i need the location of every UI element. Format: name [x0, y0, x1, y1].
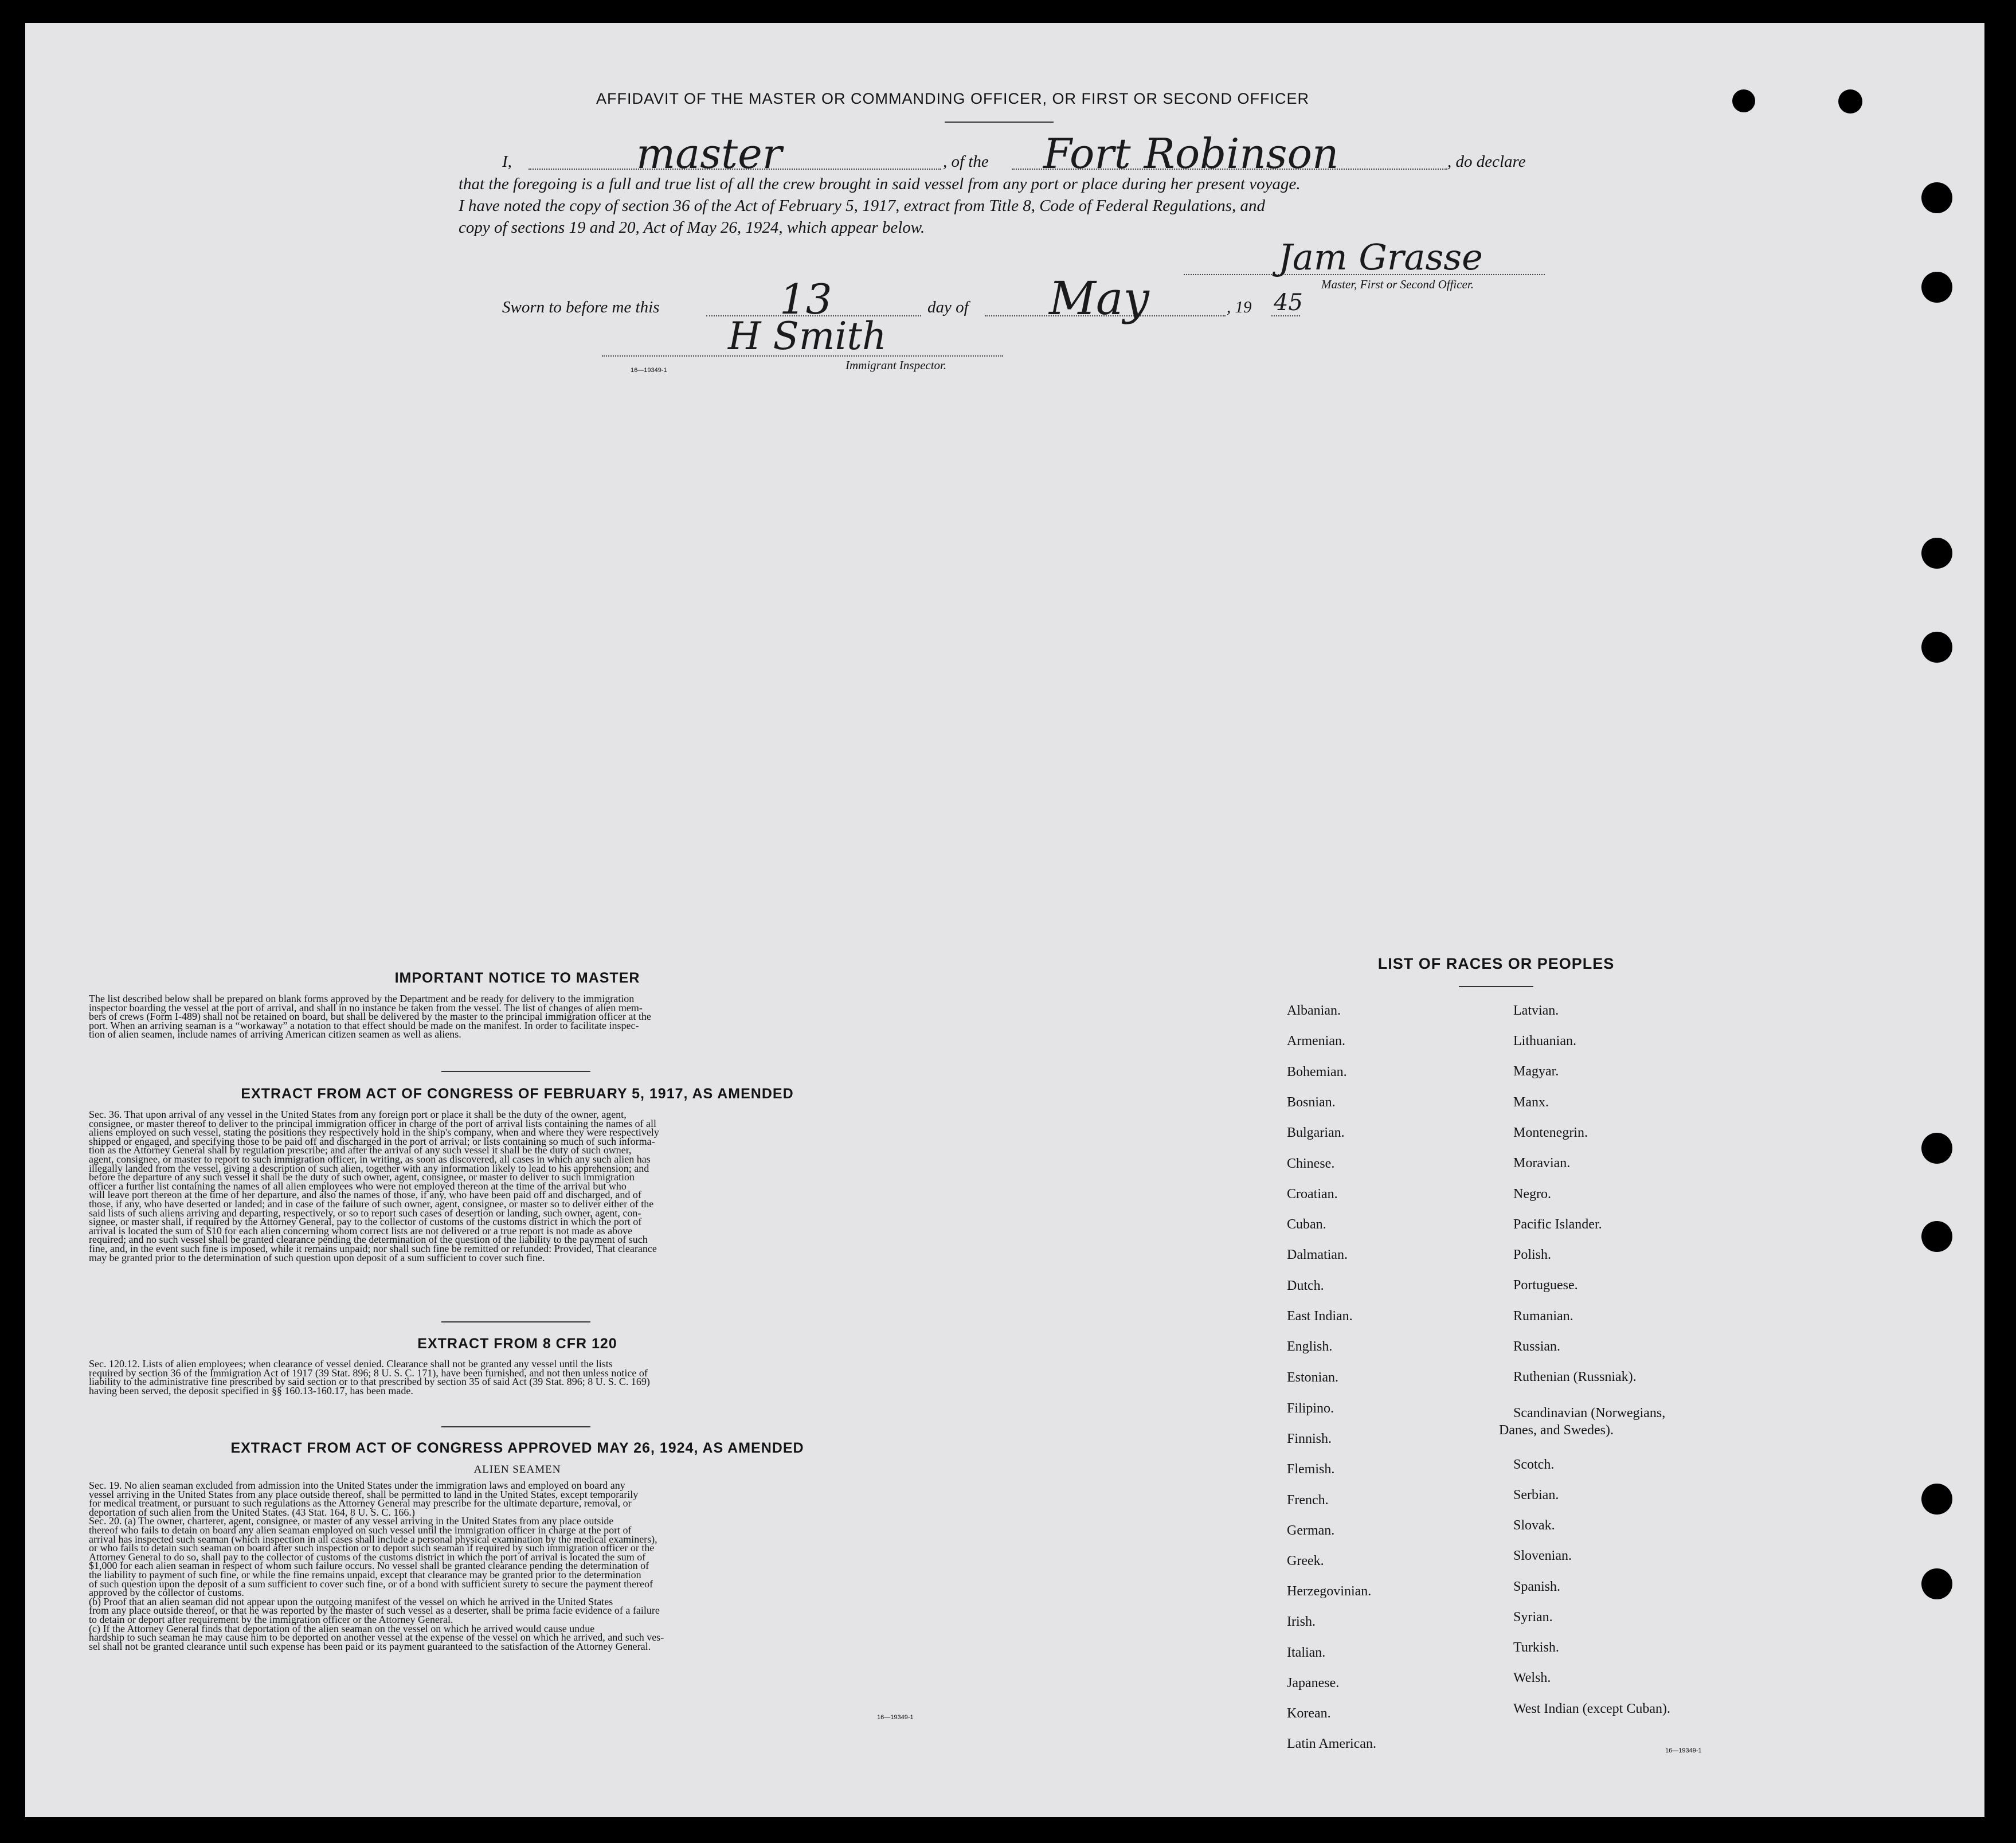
- divider: [441, 1321, 590, 1322]
- extract-1917-text: Sec. 36. That upon arrival of any vessel in the United States from any foreign port or place it shall be the duty of the owner, agent, consignee, or master thereof to deliver to the principal immigration officer in charge of the port of arrival lists containing the names of all aliens employed on such vessel, stating the positions they respectively hold in the ship's company, when and where they were respectively shipped or engaged, and specifying those to be paid off and discharged in the port of arrival; or lists containing so much of such informa- tion as the Attorney General shall by regulation prescribe; and after the arrival of any such vessel it shall be the duty of such owner, agent, consignee, or master to report to such immigration officer, in writing, as soon as discovered, all cases in which any such alien has illegally landed from the vessel, giving a description of such alien, together with any information likely to lead to his apprehension; and before the departure of any such vessel it shall be the duty of such owner, agent, consignee, or master to deliver to such immigration officer a further list containing the names of all alien employees who were not employed thereon at the time of the arrival but who will leave port thereon at the time of her departure, and also the names of those, if any, who have been paid off and discharged, and of those, if any, who have deserted or landed; and in case of the failure of such owner, agent, consignee, or master so to deliver either of the said lists of such aliens arriving and departing, respectively, or so to report such cases of desertion or landing, such owner, agent, con- signee, or master shall, if required by the Attorney General, pay to the collector of customs of the customs district in which the port of arrival is located the sum of $10 for each alien concerning whom correct lists are not delivered or a true report is not made as above required; and no such vessel shall be granted clearance pending the determination of the question of the liability to the payment of such fine, and, in the event such fine is imposed, while it remains unpaid; nor shall such fine be remitted or refunded: Provided, That clearance may be granted prior to the determination of such question upon deposit of a sum sufficient to cover such fine.: [89, 1109, 659, 1263]
- races-heading: LIST OF RACES OR PEOPLES: [1377, 955, 1615, 972]
- race-item: Albanian.: [1287, 1003, 1341, 1018]
- race-item: Italian.: [1287, 1645, 1326, 1660]
- affidavit-text: copy of sections 19 and 20, Act of May 26, 1924, which appear below.: [459, 218, 925, 237]
- race-item: Latvian.: [1513, 1003, 1559, 1018]
- race-item: Spanish.: [1513, 1579, 1561, 1594]
- race-item: Serbian.: [1513, 1488, 1559, 1502]
- divider: [1459, 986, 1533, 987]
- alien-seamen-subheading: ALIEN SEAMEN: [473, 1464, 561, 1476]
- race-item: Danes, and Swedes).: [1499, 1423, 1614, 1438]
- year-handwritten: 45: [1274, 289, 1303, 316]
- race-item: Filipino.: [1287, 1401, 1334, 1416]
- race-item: Slovenian.: [1513, 1548, 1572, 1563]
- race-item: Irish.: [1287, 1614, 1316, 1629]
- race-item: Estonian.: [1287, 1370, 1338, 1385]
- race-item: Welsh.: [1513, 1670, 1551, 1685]
- race-item: Scotch.: [1513, 1457, 1555, 1472]
- affidavit-text: I have noted the copy of section 36 of the Act of February 5, 1917, extract from Title 8, Code of Federal Regulations, and: [459, 197, 1266, 215]
- year-prefix-label: , 19: [1227, 298, 1252, 316]
- race-item: Herzegovinian.: [1287, 1584, 1372, 1599]
- race-item: Croatian.: [1287, 1187, 1338, 1202]
- form-number: 16—19349-1: [1665, 1747, 1702, 1754]
- race-item: Negro.: [1513, 1187, 1551, 1202]
- binder-hole: [1921, 1221, 1952, 1252]
- extract-cfr-heading: EXTRACT FROM 8 CFR 120: [417, 1336, 617, 1352]
- affidavit-text: that the foregoing is a full and true list of all the crew brought in said vessel from any port or place during her present voyage.: [459, 175, 1301, 193]
- race-item: Bohemian.: [1287, 1065, 1347, 1079]
- race-item: German.: [1287, 1523, 1335, 1538]
- vessel-name-handwritten: Fort Robinson: [1043, 130, 1339, 178]
- race-item: Scandinavian (Norwegians,: [1513, 1406, 1666, 1421]
- race-item: Turkish.: [1513, 1640, 1559, 1655]
- extract-1917-heading: EXTRACT FROM ACT OF CONGRESS OF FEBRUARY 5, 1917, AS AMENDED: [241, 1086, 794, 1102]
- race-item: Bosnian.: [1287, 1095, 1336, 1110]
- race-item: Polish.: [1513, 1247, 1552, 1262]
- signer-role-handwritten: master: [636, 130, 782, 178]
- sworn-label: Sworn to before me this: [502, 298, 660, 316]
- affidavit-title: AFFIDAVIT OF THE MASTER OR COMMANDING OFFICER, OR FIRST OR SECOND OFFICER: [596, 90, 1310, 107]
- binder-hole: [1921, 182, 1952, 213]
- race-item: French.: [1287, 1493, 1329, 1508]
- divider: [945, 122, 1054, 123]
- form-number: 16—19349-1: [877, 1714, 914, 1721]
- race-item: Moravian.: [1513, 1156, 1571, 1171]
- race-item: East Indian.: [1287, 1309, 1353, 1324]
- race-item: Syrian.: [1513, 1610, 1553, 1625]
- form-number: 16—19349-1: [631, 367, 667, 374]
- race-item: Chinese.: [1287, 1156, 1335, 1171]
- binder-hole: [1921, 632, 1952, 663]
- race-item: Slovak.: [1513, 1518, 1555, 1533]
- race-item: Bulgarian.: [1287, 1125, 1345, 1140]
- race-item: English.: [1287, 1339, 1333, 1354]
- month-handwritten: May: [1049, 272, 1149, 325]
- race-item: Flemish.: [1287, 1462, 1335, 1477]
- do-declare-label: , do declare: [1447, 152, 1526, 171]
- race-item: Cuban.: [1287, 1217, 1326, 1232]
- day-handwritten: 13: [780, 275, 832, 323]
- race-item: West Indian (except Cuban).: [1513, 1701, 1670, 1716]
- binder-hole: [1921, 1133, 1952, 1164]
- inspector-caption: Immigrant Inspector.: [845, 358, 947, 372]
- race-item: Lithuanian.: [1513, 1034, 1576, 1048]
- of-the-label: , of the: [943, 152, 989, 171]
- race-item: Rumanian.: [1513, 1309, 1573, 1324]
- race-item: Greek.: [1287, 1554, 1324, 1568]
- binder-hole: [1732, 89, 1755, 112]
- day-of-label: day of: [927, 298, 969, 316]
- inspector-signature-handwritten: H Smith: [728, 314, 887, 358]
- divider: [441, 1426, 590, 1427]
- divider: [441, 1071, 590, 1072]
- binder-hole: [1921, 538, 1952, 569]
- extract-1924-heading: EXTRACT FROM ACT OF CONGRESS APPROVED MAY 26, 1924, AS AMENDED: [230, 1440, 804, 1456]
- signature-line: [602, 355, 1003, 357]
- extract-1924-text: Sec. 19. No alien seaman excluded from admission into the United States under the immigration laws and employed on board any vessel arriving in the United States from any place outside thereof, shall be permitted to land in the United States, except temporarily for medical treatment, or pursuant to such regulations as the Attorney General may prescribe for the ultimate departure, removal, or deportation of such alien from the United States. (43 Stat. 164, 8 U. S. C. 166.) Sec. 20. (a) The owner, charterer, agent, consignee, or master of any vessel arriving in the United States from any place outside thereof who fails to detain on board any alien seaman employed on such vessel until the immigration officer in charge at the port of arrival has inspected such seaman (which inspection in all cases shall include a personal physical examination by the medical examiners), or who fails to detain such seaman on board after such inspection or to deport such seaman if required by such immigration officer or the Attorney General to do so, shall pay to the collector of customs of the customs district in which the port of arrival is located the sum of $1,000 for each alien seaman in respect of whom such failure occurs. No vessel shall be granted clearance pending the determination of the liability to payment of such fine, or while the fine remains unpaid, except that clearance may be granted prior to the determination of such question upon the deposit of a sum sufficient to cover such fine, or of a bond with sufficient surety to secure the payment thereof approved by the collector of customs. (b) Proof that an alien seaman did not appear upon the outgoing manifest of the vessel on which he arrived in the United States from any place outside thereof, or that he was reported by the master of such vessel as a deserter, shall be prima facie evidence of a failure to detain or deport after requirement by the immigration officer or the Attorney General. (c) If the Attorney General finds that deportation of the alien seaman on the vessel on which he arrived would cause undue hardship to such seaman he may cause him to be deported on another vessel at the expense of the vessel on which he arrived, and such ves- sel shall not be granted clearance until such expense has been paid or its payment guaranteed to the satisfaction of the Attorney General.: [89, 1480, 664, 1652]
- race-item: Japanese.: [1287, 1676, 1340, 1691]
- extract-cfr-text: Sec. 120.12. Lists of alien employees; when clearance of vessel denied. Clearance shall not be granted any vessel until the lists required by section 36 of the Immigration Act of 1917 (39 Stat. 896; 8 U. S. C. 171), have been furnished, and not then unless notice of liability to the administrative fine prescribed by said section or to that prescribed by section 35 of said Act (39 Stat. 896; 8 U. S. C. 169) having been served, the deposit specified in §§ 160.13-160.17, has been made.: [89, 1358, 650, 1396]
- race-item: Dutch.: [1287, 1278, 1324, 1293]
- binder-hole: [1838, 89, 1862, 114]
- race-item: Finnish.: [1287, 1431, 1332, 1446]
- race-item: Magyar.: [1513, 1064, 1559, 1079]
- race-item: Pacific Islander.: [1513, 1217, 1602, 1232]
- officer-signature-handwritten: Jam Grasse: [1278, 236, 1483, 278]
- race-item: Armenian.: [1287, 1034, 1345, 1048]
- race-item: Dalmatian.: [1287, 1247, 1348, 1262]
- notice-heading: IMPORTANT NOTICE TO MASTER: [394, 970, 640, 986]
- race-item: Ruthenian (Russniak).: [1513, 1369, 1637, 1384]
- notice-text: The list described below shall be prepared on blank forms approved by the Department and be ready for delivery to the immigration inspector boarding the vessel at the port of arrival, and shall in no instance be taken from the vessel. The list of changes of alien mem- bers of crews (Form I-489) shall not be retained on board, but shall be delivered by the master to the principal immigration officer at the port. When an arriving seaman is a “workaway” a notation to that effect should be made on the manifest. In order to facilitate inspec- tion of alien seamen, include names of arriving American citizen seamen as well as aliens.: [89, 993, 651, 1040]
- binder-hole: [1921, 1484, 1952, 1515]
- race-item: Manx.: [1513, 1095, 1549, 1110]
- binder-hole: [1921, 272, 1952, 303]
- race-item: Montenegrin.: [1513, 1125, 1588, 1140]
- binder-hole: [1921, 1568, 1952, 1599]
- affidavit-i-label: I,: [502, 152, 512, 171]
- race-item: Portuguese.: [1513, 1278, 1578, 1293]
- race-item: Russian.: [1513, 1339, 1561, 1354]
- officer-caption: Master, First or Second Officer.: [1321, 277, 1474, 291]
- race-item: Korean.: [1287, 1706, 1331, 1721]
- race-item: Latin American.: [1287, 1736, 1376, 1751]
